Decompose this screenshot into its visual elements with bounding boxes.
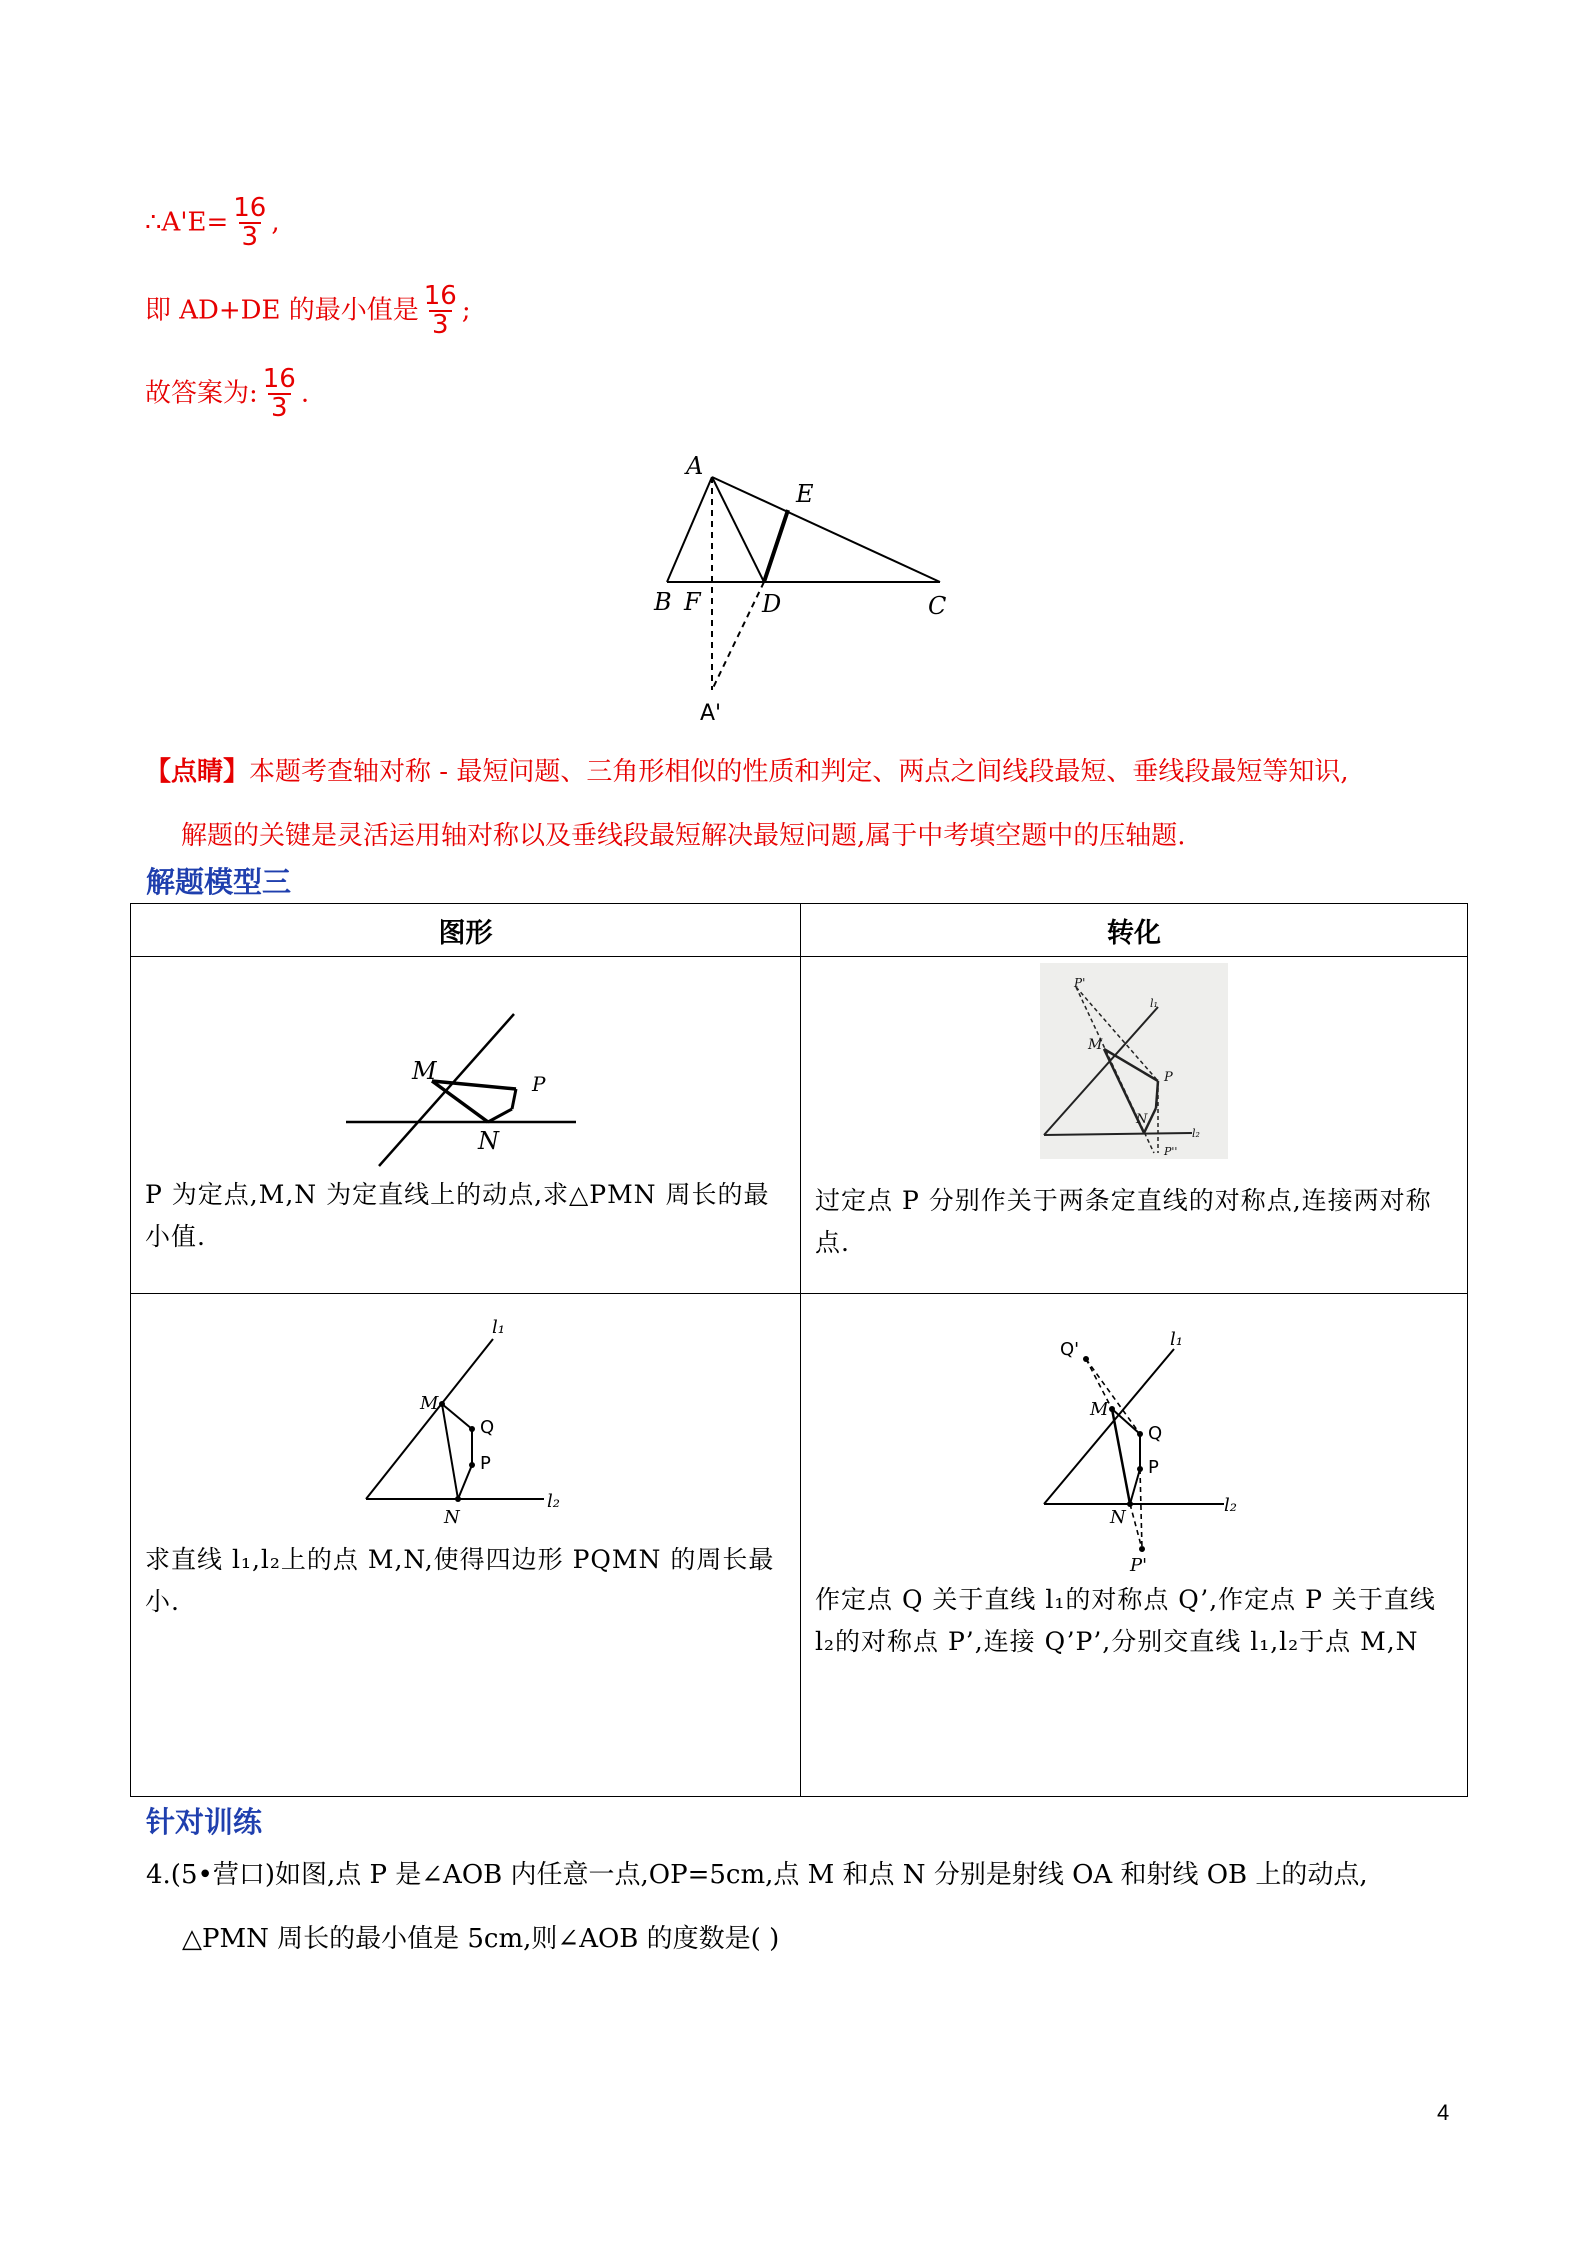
label-l2: l₂ [1224, 1495, 1237, 1516]
label-N: N [477, 1127, 499, 1155]
label-D: D [762, 590, 782, 618]
label-l1: l₁ [1170, 1329, 1183, 1350]
segment-AD [712, 477, 764, 582]
result-line-2-text: 即 AD+DE 的最小值是 [145, 295, 419, 326]
result-line-3 [145, 366, 309, 423]
row1-right-text: 过定点 P 分别作关于两条定直线的对称点,连接两对称点. [815, 1186, 1432, 1257]
segment-AC [712, 477, 940, 582]
result-line-1-text: ∴A'E= [145, 207, 229, 238]
drill-title: 针对训练 [146, 1805, 263, 1839]
result-line-1 [145, 195, 280, 252]
fraction [421, 283, 460, 340]
row1-figure [346, 984, 586, 1174]
question-4-line-1: 4.(5•营口)如图,点 P 是∠AOB 内任意一点,OP=5cm,点 M 和点 N 分别是射线 OA 和射线 OB 上的动点, [146, 1860, 1368, 1890]
question-4-line-2: △PMN 周长的最小值是 5cm,则∠AOB 的度数是( ) [182, 1924, 780, 1954]
label-N: N [443, 1507, 460, 1528]
dianjing-line-2: 解题的关键是灵活运用轴对称以及垂线段最短解决最短问题,属于中考填空题中的压轴题. [181, 821, 1186, 851]
label-l1: l₁ [491, 1317, 505, 1338]
model-table [130, 903, 1468, 1797]
result-line-2 [145, 283, 471, 340]
photo-label-l1: l₁ [1150, 997, 1158, 1010]
result-line-3-text: 故答案为: [145, 378, 258, 409]
label-A: A [686, 452, 704, 480]
table-header-figure: 图形 [131, 904, 801, 957]
photo-label-N: N [1136, 1112, 1148, 1127]
row1-left-cell [131, 957, 801, 1294]
label-M: M [1090, 1399, 1109, 1420]
table-header-transform: 转化 [801, 904, 1468, 957]
label-P: P [479, 1453, 491, 1474]
row2-figure [356, 1309, 576, 1539]
fraction-denominator: 3 [429, 310, 452, 339]
fraction-numerator: 16 [233, 193, 267, 223]
photo-label-P2: P'' [1164, 1145, 1178, 1158]
row1-right-cell [801, 957, 1468, 1294]
dianjing-line-1: 本题考查轴对称 - 最短问题、三角形相似的性质和判定、两点之间线段最短、垂线段最短等知识, [249, 757, 1349, 787]
label-P-prime: P' [1130, 1555, 1148, 1576]
fraction [230, 195, 269, 252]
photo-label-l2: l₂ [1192, 1127, 1200, 1140]
photo-label-P1: P' [1074, 976, 1086, 990]
label-E: E [796, 480, 814, 508]
row2-right-cell [801, 1294, 1468, 1797]
result-line-2-suffix: ; [461, 295, 471, 326]
row2-transform-figure [1024, 1309, 1244, 1579]
fraction-denominator: 3 [239, 222, 262, 251]
label-C: C [928, 592, 947, 620]
label-N: N [1110, 1507, 1126, 1528]
label-Q-prime: Q' [1060, 1339, 1080, 1360]
segment-AB [667, 477, 712, 582]
fraction-numerator: 16 [423, 281, 457, 311]
row2-left-text: 求直线 l₁,l₂上的点 M,N,使得四边形 PQMN 的周长最小. [145, 1545, 775, 1616]
label-P: P [1148, 1457, 1159, 1478]
row1-photo-figure [1040, 963, 1228, 1159]
dianjing-tag: 【点睛】 [145, 757, 250, 787]
label-M: M [419, 1393, 438, 1414]
dianjing-block [145, 740, 1465, 868]
row2-right-text: 作定点 Q 关于直线 l₁的对称点 Q’,作定点 P 关于直线 l₂的对称点 P’,连接 Q’P’,分别交直线 l₁,l₂于点 M,N [815, 1585, 1436, 1656]
row2-left-cell [131, 1294, 801, 1797]
label-M: M [411, 1057, 437, 1085]
label-l2: l₂ [546, 1491, 560, 1512]
label-Q: Q [1148, 1423, 1163, 1444]
segment-DA-prime [712, 582, 764, 690]
result-line-3-suffix: . [300, 378, 310, 409]
label-F: F [684, 588, 701, 616]
model-title: 解题模型三 [146, 865, 292, 899]
page-number: 4 [1437, 2100, 1450, 2125]
fraction-numerator: 16 [262, 364, 296, 394]
geometry-figure-main [640, 445, 960, 735]
result-line-1-suffix: , [271, 207, 280, 238]
fraction [260, 366, 299, 423]
fraction-denominator: 3 [268, 393, 291, 422]
row1-left-text: P 为定点,M,N 为定直线上的动点,求△PMN 周长的最小值. [145, 1180, 770, 1251]
label-B: B [654, 588, 672, 616]
segment-DE [764, 510, 788, 582]
label-P: P [531, 1072, 545, 1096]
label-Q: Q [479, 1417, 494, 1438]
photo-label-P: P [1164, 1070, 1173, 1085]
label-A-prime: A' [700, 701, 722, 726]
photo-label-M: M [1088, 1037, 1103, 1053]
